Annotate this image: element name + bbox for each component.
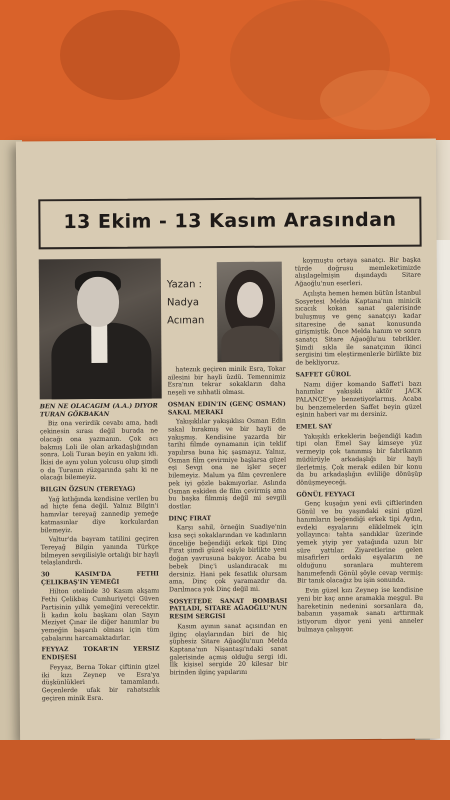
section-heading: FEYYAZ TOKAR'IN YERSIZ ENDIŞESI: [41, 645, 160, 662]
title-box: [38, 197, 421, 250]
byline: [167, 276, 212, 330]
paragraph: Feyyaz, Berna Tokar çiftinin gizel iki kızı Zeynep ve Esra'ya düşkünlükleri tamamlandı. Geçenlerde ufak bir rahatsızlık geçiren minik Esra.: [41, 663, 160, 702]
column-1: [40, 402, 160, 704]
byline-first-name: Nadya: [167, 297, 200, 309]
paragraph: Karşı sahil, örneğin Suadiye'nin kısa seçi sokaklarından ve kadınların önceliğe beğendiği erkek tipi Dinç Fırat şimdi güzel eşiyle birlikte yeni doğan yavrusuna bakıyor. Acaba bu bebek Dinç'i uslandıracak mı dersiniz. Hani pek fesatlık olursam ama, Dinç çok yaramazdır da. Darılmaca yok Dinç değil mi.: [168, 523, 288, 594]
paragraph: koymuştu ortaya sanatçı. Bir başka türde doğrusu memleketimizde alışılagelmişin dışındaydı Sitare Ağaoğlu'nun eserleri.: [294, 256, 421, 288]
column-2: [167, 366, 287, 680]
byline-label: Yazan :: [166, 279, 203, 291]
paragraph: Biz ona verirdik cevabı ama, hadi çekinesin sırası değil burada ne olacağı ona yazmanın. Çok acı bakmış Loli ile olan arkadaşlığından sonra. Loli Turan beyin en yakını idi. İkisi de aynı yolun yolcusu olup şimdi o da Turanın rüzgarında şahı ki ne olacağı bilemeyiz.: [39, 419, 159, 482]
paragraph: Genç kuşağın yeni evli çiftlerinden Gönül ve bu yaşındaki eşini güzel hanımların beğendiği erkek tipi Aydın, evdeki eşyalarını eliklelmek için yollayınca: tahta sandıklar üzerinde yemek yiyip yer yatağında uzun bir süre yattılar. Ziyaretlerine gelen misafirleri ordaki eşyalarım ne olduğunu soranlara muhterem hanımefendi Gönül şöyle cevap vermiş: Bir tanık olacağız bu işin sonunda.: [296, 500, 423, 585]
author-photo: [217, 262, 283, 362]
paragraph: Açılışta hemen hemen bütün İstanbul Sosyetesi Melda Kaptana'nın minicik sıcacık kokan sanat galerisinde buluşmuş ve genç sanatçıyı kadar sitaresine de sanat konusunda girişmiştik. Önce Melda hanım ve sonra sanatçı Sitare Ağaoğlu'nu tebrikler. Şimdi sıkla ile sanatçının ikinci sergisini tim eleştirmenlerle birlikte biz de bekliyoruz.: [295, 289, 422, 367]
paragraph: Yağ kıtlığında kendisine verilen bu ad hiçte fena değil. Yalnız Bilgin'i hamıvlar tereyağ zannedip yemeğe katmasınlar diye korkulardan bilemeyiz.: [40, 495, 159, 534]
paragraph: Evin güzel kızı Zeynep ise kendisine yeni bir kaç anne aramakla meşgul. Bu hareketinin nedenini sorsanlara da, babanın yaşamak sanatı arttırmak istiyorum diyor yeni yeni anneler bulmaya çalışıyor.: [297, 586, 424, 634]
paragraph: Yakışıklı erkeklerin beğendiği kadın tipi olan Emel Say kimseye yüz vermeyip çok tanınmış bir fabrikanın müdürüyle arkadaşlığı bir hayli ilerletmiş. Çok merak edilen bir konu da bu arkadaşlığın evliliğe dönüşüp dönüşmeyeceği.: [296, 432, 423, 487]
paragraph: Valtur'da bayram tatilini geçiren Tereyağ Bilgin yanında Türkçe bilmeyen sevgilisiyle ortalığı bir hayli telaşlandırdı.: [40, 535, 159, 567]
section-heading: BILGIN ÖZSUN (TEREYAG): [40, 485, 136, 494]
section-heading: OSMAN EDIN'IN (GENÇ OSMAN) SAKAL MERAKI: [167, 400, 286, 416]
section-heading: EMEL SAY: [295, 423, 333, 431]
byline-last-name: Acıman: [167, 315, 205, 327]
section-heading: DINÇ FIRAT: [168, 514, 212, 523]
section-heading: SAFFET GÜROL: [295, 370, 351, 379]
paragraph: hatezıık geçiren minik Esra, Tokar ailesini bir hayli üzdü. Temennimiz Esra'nın tekrar sokakların daha neşeli ve sıhhatli olması.: [167, 365, 286, 397]
background-stain: [320, 70, 430, 130]
section-heading: GÖNÜL FEYYACI: [296, 490, 355, 499]
paragraph: Namı diğer komando Saffet'i bazı hanımlar yakışıklı aktör JACK PALANCE'ye benzetiyorlarmış. Acaba bu benzemelerden Saffet beyin güzel eşinin haberi var mı dersiniz.: [295, 380, 422, 419]
paragraph: Yakışıklılar yakışıklısı Osman Edin sakal bırakmış ve bir hayli de yakışmış. Kendisine yazarda bir tarihi filmde oynamanın için teklif yapılırsa buna hiç şaşmayız. Yalnız, Osman film çevirmiye başlarsa güzel eşi Sevgi ona ne işler seçer bilemeyiz. Malum ya film çevrenlere pek iyi gözle bakmıyorlar. Aslında Osman eskiden de film çevirmiş ama bu başka filmmiş değil mi sevgili dostlar.: [167, 417, 287, 511]
paragraph: Kasım ayının sanat açısından en ilginç olaylarından biri de hiç şüphesiz Sitare Ağaoğlu'nun Melda Kaptana'nın Nişantaşı'ndaki sanat galerisinde açmış olduğu sergi idi. İlk kişisel sergide 20 kilesar bir birinden ilginç yapılarını: [169, 622, 288, 677]
photo-caption: BEN NE OLACAGIM (A.A.) DIYOR TURAN GÖKBAKAN: [39, 402, 158, 419]
paragraph: Hilton otelinde 30 Kasım akşamı Fethi Çelikbaş Cumhuriyetçi Güven Partisinin yıllık yemeğini verecektir. İi kadın kolu başkanı olan Sayın Meziyet Çınar ile diğer hanımlar bu yemeğin başarılı olması için tüm çabalarını harcamaktadırlar.: [41, 587, 160, 642]
magazine-page: [16, 139, 440, 742]
section-heading: SOSYETEDE SANAT BOMBASI PATLADI, SITARE AĞAOĞLU'NUN RESIM SERGISI: [169, 597, 288, 621]
page-title: 13 Ekim - 13 Kasım Arasından: [63, 208, 397, 234]
background-stain: [60, 10, 180, 100]
backdrop-bottom: [0, 740, 450, 800]
man-photo: [39, 258, 162, 399]
section-heading: 30 KASIM'DA FETHI ÇELIKBAŞ'IN YEMEĞI: [40, 570, 159, 587]
column-3: [295, 257, 424, 636]
